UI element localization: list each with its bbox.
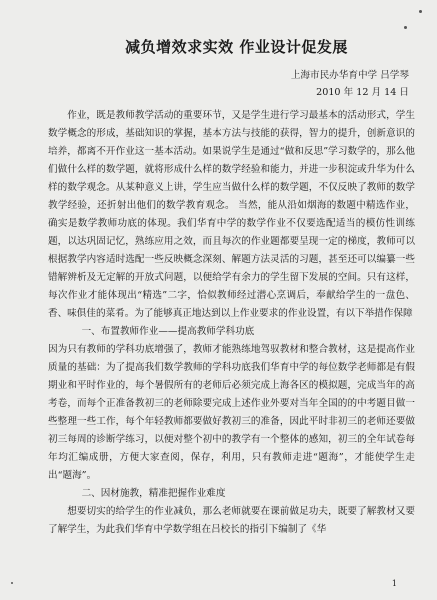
- page-number: 1: [391, 579, 397, 588]
- document-body: [48, 107, 415, 539]
- scan-speck: [404, 26, 407, 29]
- section-heading-2: 二、因材施教，精准把握作业难度: [81, 488, 226, 499]
- author-line: 上海市民办华育中学 吕学琴: [290, 70, 409, 81]
- document-title: 减负增效求实效 作业设计促发展: [125, 38, 348, 56]
- intro-paragraph: 作业，既是教师教学活动的重要环节，又是学生进行学习最基本的活动形式，学生数学概念的形成，基础知识的掌握，基本方法与技能的获得，智力的提升，创新意识的培养，都离不开作业这一基本活动。如果说学生是通过“做和反思”学习数学的，那么他们做什么样的数学题，就将形成什么样的数学经验和能力，并进一步积淀或升华为什么样的数学观念。从某种意义上讲，学生应当做什么样的数学题，不仅反映了教师的数学教学经验，还折射出他们的数学教育观念。 当然，能从沿如烟海的数题中精选作业，确实是数学教师功底的体现。我们华育中学的数学作业不仅要选配适当的模仿性训练题，以达巩固记忆，熟练应用之效，而且每次的作业题都要呈现一定的梯度，教师可以根据教学内容适时选配一些反映概念深刻、解题方法灵活的习题，甚至还可以编纂一些错解辨析及无定解的开放式问题，以便给学有余力的学生留下发展的空间。只有这样，每次作业才能体现出“精选”二字，恰似教师经过潜心烹调后，奉献给学生的一盘色、香、味俱佳的菜肴。为了能够真正地达到以上作业要求的作业设置，有以下举措作保障: [48, 110, 415, 319]
- date-line: 2010 年 12 月 14 日: [316, 87, 409, 98]
- scan-speck: [419, 10, 422, 13]
- section-paragraph-1: 因为只有教师的学科功底增强了，教师才能熟练地驾驭教材和整合教材，这是提高作业质量的基础：为了提高我们数学教师的学科功底我们华育中学的每位数学老师都是有假期业和平时作业的，每个暑假所有的老师后必须完成上海各区的模拟题，完成当年的高考卷，而每个正准备教初三的老师除要完成上述作业外要对当年全国的的中考题目做一些整理一些工作，每个年轻教师都要做好教初三的准备，因此平时非初三的老师还要做初三每周的诊断学练习，以便对整个初中的教学有一个整体的感知，初三的全年试卷每年均汇编成册，方便大家查阅，保存，利用，只有教师走进“题海”，才能使学生走出“题海”。: [48, 344, 415, 481]
- section-paragraph-2: 想要切实的给学生的作业减负，那么老师就要在课前做足功夫，既要了解教材又要了解学生，为此我们华育中学数学组在吕校长的指引下编制了《华: [48, 506, 415, 535]
- section-heading-1: 一、布置教师作业——提高教师学科功底: [81, 326, 255, 337]
- scan-speck: [11, 582, 13, 584]
